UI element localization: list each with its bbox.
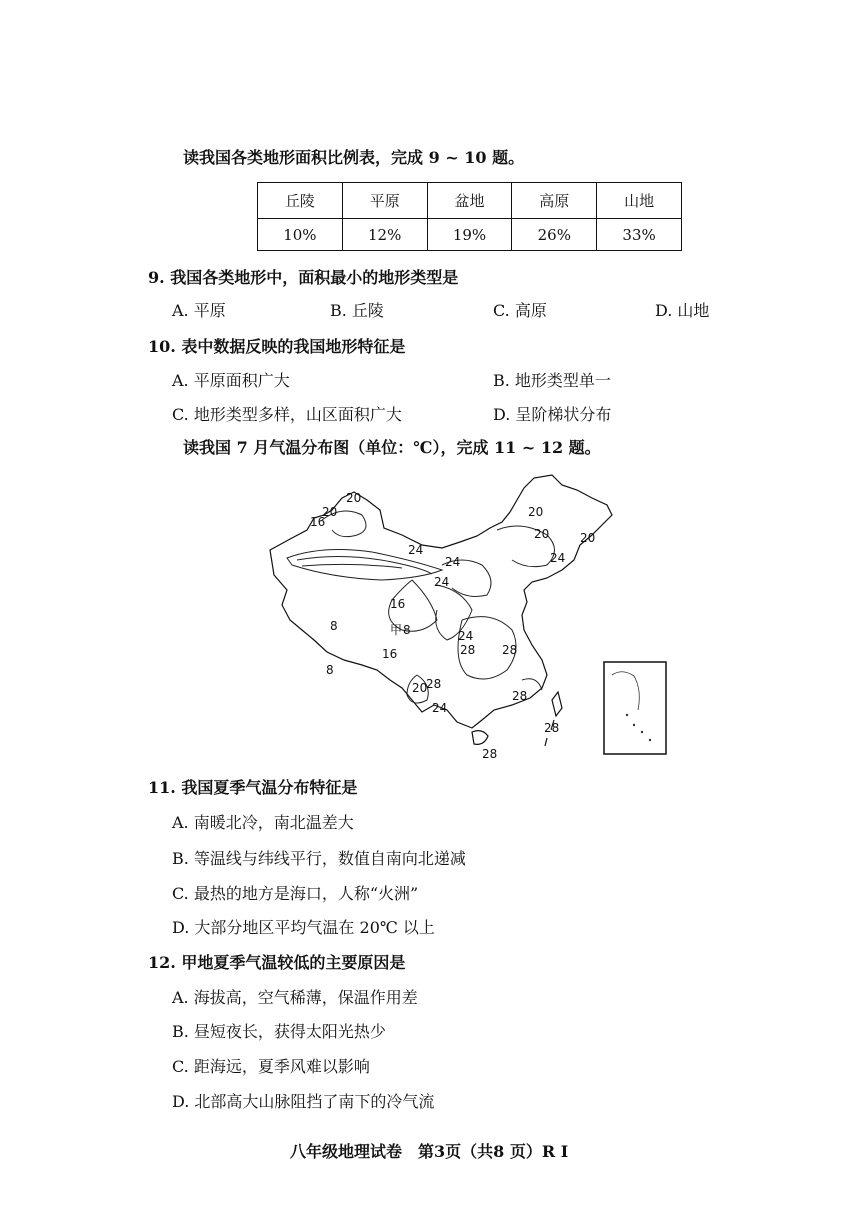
isotherm-value-label: 28 (426, 677, 442, 691)
question-10-option-c: C. 地形类型多样，山区面积广大 (172, 405, 402, 424)
question-11-option-d: D. 大部分地区平均气温在 20℃ 以上 (172, 918, 435, 937)
isotherm-value-label: 24 (432, 701, 448, 715)
question-10-option-b: B. 地形类型单一 (493, 371, 611, 390)
isotherm-value-label: 24 (408, 543, 424, 557)
inset-south-china-sea-map (604, 662, 666, 754)
place-jia-value: 8 (403, 623, 411, 637)
isotherm-value-label: 16 (310, 515, 326, 529)
isotherm-value-label: 28 (512, 689, 528, 703)
intro-map-instruction: 读我国 7 月气温分布图（单位：℃），完成 11 ~ 12 题。 (183, 438, 601, 457)
question-10-option-a: A. 平原面积广大 (172, 371, 290, 390)
question-9-option-d: D. 山地 (655, 301, 710, 320)
isotherm-value-label: 16 (382, 647, 398, 661)
isotherm-value-label: 20 (322, 505, 338, 519)
table-row (258, 219, 682, 251)
isotherm-value-label: 16 (390, 597, 406, 611)
table-cell: 12% (342, 219, 427, 251)
question-12-stem: 12. 甲地夏季气温较低的主要原因是 (148, 953, 406, 972)
isotherm-value-label: 8 (330, 619, 338, 633)
isotherm-value-label: 24 (458, 629, 474, 643)
question-10-stem: 10. 表中数据反映的我国地形特征是 (148, 337, 406, 356)
table-cell: 10% (258, 219, 343, 251)
question-11-option-c: C. 最热的地方是海口，人称“火洲” (172, 884, 419, 903)
table-cell: 26% (512, 219, 597, 251)
table-header-cell: 高原 (512, 183, 597, 219)
table-header-cell: 山地 (597, 183, 682, 219)
isotherm-value-label: 8 (326, 663, 334, 677)
landform-area-table (257, 182, 682, 251)
question-9-option-b: B. 丘陵 (330, 301, 384, 320)
table-header-row (258, 183, 682, 219)
table-header-cell: 丘陵 (258, 183, 343, 219)
isotherm-value-label: 28 (460, 643, 476, 657)
table-cell: 33% (597, 219, 682, 251)
isotherm-value-label: 24 (445, 555, 461, 569)
isotherm-value-label: 20 (580, 531, 596, 545)
page-footer: 八年级地理试卷 第3页（共8 页）R I (290, 1142, 569, 1161)
isotherm-value-label: 24 (434, 575, 450, 589)
question-12-option-d: D. 北部高大山脉阻挡了南下的冷气流 (172, 1092, 435, 1111)
question-11-option-a: A. 南暖北冷，南北温差大 (172, 813, 354, 832)
question-12-option-a: A. 海拔高，空气稀薄，保温作用差 (172, 988, 418, 1007)
question-11-stem: 11. 我国夏季气温分布特征是 (148, 778, 358, 797)
question-9-option-a: A. 平原 (172, 301, 226, 320)
isotherm-label-group (310, 491, 595, 761)
isotherm-value-label: 20 (534, 527, 550, 541)
intro-table-instruction: 读我国各类地形面积比例表，完成 9 ~ 10 题。 (183, 148, 525, 167)
isotherm-value-label: 24 (550, 551, 566, 565)
question-11-option-b: B. 等温线与纬线平行，数值自南向北递减 (172, 849, 466, 868)
question-12-option-c: C. 距海远，夏季风难以影响 (172, 1057, 370, 1076)
place-jia-label: 甲 (390, 623, 403, 637)
isotherm-value-label: 28 (502, 643, 518, 657)
july-temperature-map (262, 470, 677, 765)
isotherm-value-label: 28 (544, 721, 560, 735)
question-9-option-c: C. 高原 (493, 301, 547, 320)
table-header-cell: 平原 (342, 183, 427, 219)
table-header-cell: 盆地 (427, 183, 512, 219)
isotherm-value-label: 28 (482, 747, 498, 761)
isotherm-value-label: 20 (346, 491, 362, 505)
table-cell: 19% (427, 219, 512, 251)
isotherm-value-label: 20 (528, 505, 544, 519)
question-10-option-d: D. 呈阶梯状分布 (493, 405, 612, 424)
question-12-option-b: B. 昼短夜长，获得太阳光热少 (172, 1022, 386, 1041)
isotherm-value-label: 20 (412, 681, 428, 695)
question-9-stem: 9. 我国各类地形中，面积最小的地形类型是 (148, 268, 459, 287)
